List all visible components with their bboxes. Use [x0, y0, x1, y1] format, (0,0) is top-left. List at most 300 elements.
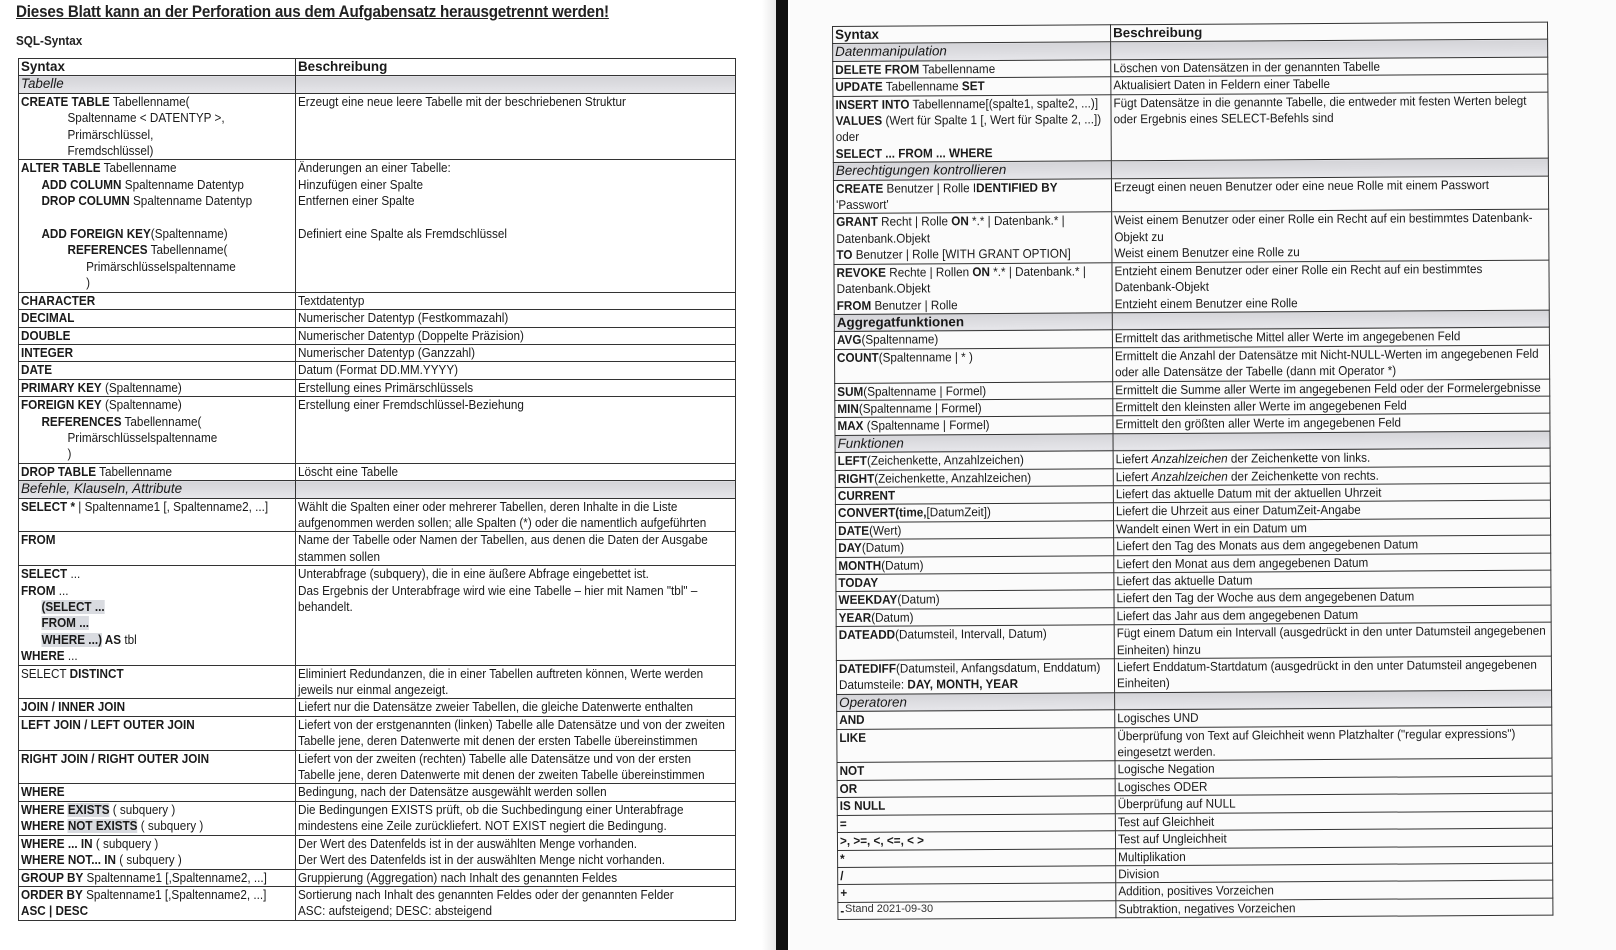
- text: Logisches ODER: [1117, 779, 1208, 795]
- cell-line: [298, 464, 731, 480]
- description-cell: [1115, 707, 1552, 727]
- table-row: [19, 532, 736, 566]
- keyword: MONTH: [838, 558, 882, 573]
- text: Datum (Format DD.MM.YYYY): [298, 363, 459, 378]
- text: Rechte | Rollen: [885, 264, 973, 280]
- keyword: -: [840, 903, 845, 918]
- description-cell-text: [1115, 414, 1545, 433]
- description-cell: [1114, 553, 1551, 573]
- keyword: FOREIGN KEY: [21, 398, 102, 413]
- keyword: AS: [101, 632, 122, 647]
- description-cell-text: [298, 666, 731, 699]
- cell-line: [21, 143, 274, 159]
- cell-line: [1114, 243, 1544, 262]
- keyword: CURRENT: [837, 488, 896, 503]
- description-cell-text: [298, 464, 731, 480]
- cell-line: [1117, 605, 1547, 624]
- cell-line: [835, 60, 1089, 78]
- cell-line: [21, 275, 274, 291]
- description-cell-text: [298, 532, 731, 565]
- cell-line: [298, 852, 731, 868]
- description-cell-text: [1117, 657, 1547, 692]
- keyword: REFERENCES: [67, 243, 148, 258]
- description-cell: [296, 801, 736, 835]
- text: Benutzer | Rolle I: [883, 180, 977, 196]
- syntax-cell: [19, 750, 296, 784]
- syntax-cell-text: [21, 397, 274, 463]
- cell-line: [839, 608, 1093, 626]
- text: Löschen von Datensätzen in der genannten Tabelle: [1113, 59, 1381, 76]
- syntax-cell: [19, 397, 296, 464]
- keyword: NOT: [839, 764, 865, 779]
- cell-line: [21, 632, 274, 648]
- cell-line: [21, 836, 274, 852]
- cell-line: [1115, 345, 1545, 380]
- keyword: WHERE: [21, 785, 65, 800]
- keyword: ADD FOREIGN KEY: [41, 227, 151, 242]
- cell-line: [836, 179, 1090, 197]
- keyword: WHERE: [21, 802, 68, 817]
- syntax-cell-text: [838, 469, 1092, 487]
- description-cell-text: [1117, 725, 1547, 760]
- cell-line: [1113, 75, 1543, 94]
- cell-line: [298, 160, 731, 176]
- syntax-cell-text: [839, 626, 1093, 660]
- description-cell: [1114, 656, 1551, 692]
- table-row: [836, 622, 1551, 660]
- keyword: REFERENCES: [41, 414, 122, 429]
- description-cell-text: [298, 870, 731, 886]
- cell-line: [298, 345, 731, 361]
- keyword: SUM: [837, 384, 864, 399]
- keyword: WHERE ... IN: [21, 836, 93, 851]
- syntax-cell-text: [840, 884, 1094, 902]
- syntax-cell-text: [838, 556, 1092, 574]
- syntax-cell: [835, 468, 1113, 487]
- keyword: LEFT JOIN / LEFT OUTER JOIN: [21, 717, 195, 732]
- syntax-cell: [836, 538, 1114, 557]
- keyword: GRANT: [836, 215, 878, 230]
- highlighted-keyword: NOT EXISTS: [67, 819, 138, 834]
- cell-line: [837, 331, 1091, 349]
- text: Gruppierung (Aggregation) nach Inhalt des genannten Feldes: [298, 870, 618, 885]
- keyword: LEFT: [837, 453, 867, 469]
- description-cell-text: [1113, 75, 1543, 94]
- syntax-cell-text: [838, 573, 1092, 591]
- text: Liefert nur die Datensätze zweier Tabellen, die gleiche Datenwerte enthalten: [298, 700, 693, 715]
- text: (Datumsteil, Anfangsdatum, Enddatum): [895, 660, 1101, 676]
- section-title: Befehle, Klauseln, Attribute: [19, 481, 296, 498]
- table-row: [834, 260, 1549, 315]
- cell-line: [21, 160, 274, 176]
- text: oder: [835, 130, 860, 145]
- syntax-cell: [838, 883, 1116, 902]
- description-cell: [296, 160, 736, 292]
- cell-line: [835, 78, 1089, 96]
- section-title: Tabelle: [19, 76, 296, 93]
- text: Datenbank.Objekt: [836, 231, 931, 246]
- syntax-cell: [835, 486, 1113, 505]
- table-row: [19, 886, 736, 920]
- column-header-description: Beschreibung: [296, 59, 736, 76]
- description-cell-text: [298, 160, 731, 242]
- syntax-cell-text: [836, 263, 1090, 314]
- description-cell: [1114, 518, 1551, 538]
- text: Der Wert des Datenfelds ist in der auswählten Menge vorhanden.: [298, 836, 637, 851]
- cell-line: [837, 365, 1091, 383]
- keyword: INTEGER: [21, 345, 74, 360]
- syntax-cell: [19, 160, 296, 292]
- text: (Datumsteil, Intervall, Datum): [895, 626, 1047, 642]
- description-cell: [1114, 535, 1551, 555]
- cell-line: [21, 242, 274, 258]
- description-cell: [1115, 828, 1552, 848]
- text: Primärschlüssel,: [67, 127, 154, 142]
- keyword: DAY: [838, 541, 862, 556]
- text: (Spaltenname | Formel): [863, 383, 987, 399]
- text: (Wert): [869, 523, 902, 538]
- cell-line: [1116, 518, 1546, 537]
- text: (Spaltenname): [861, 332, 939, 348]
- text: Numerischer Datentyp (Doppelte Präzision): [298, 328, 524, 343]
- text: (Spaltenname | Formel): [858, 401, 982, 416]
- text: ( subquery ): [116, 853, 182, 868]
- text: Test auf Ungleichheit: [1117, 831, 1227, 847]
- cell-line: [838, 521, 1092, 539]
- description-cell: [1113, 483, 1550, 503]
- syntax-cell-text: [837, 331, 1091, 349]
- syntax-cell: [837, 727, 1115, 763]
- keyword: DELETE FROM: [835, 62, 920, 77]
- text: ): [86, 276, 91, 291]
- text: Wandelt einen Wert in ein Datum um: [1116, 520, 1307, 537]
- text: Ermittelt das arithmetische Mittel aller Werte im angegebenen Feld: [1114, 329, 1461, 346]
- keyword: SELECT *: [21, 499, 76, 514]
- syntax-cell: [835, 503, 1113, 522]
- text: Änderungen an einer Tabelle:: [298, 161, 451, 176]
- description-cell-text: [1116, 553, 1546, 572]
- cell-line: [298, 802, 731, 835]
- description-cell-text: [1115, 397, 1545, 416]
- cell-line: [298, 903, 731, 919]
- description-cell-text: [1114, 260, 1544, 312]
- description-cell: [1115, 793, 1552, 813]
- text: Spaltenname Datentyp: [129, 194, 253, 209]
- syntax-cell-text: [840, 849, 1094, 867]
- table-row: [19, 379, 736, 396]
- text: Spaltenname Datentyp: [121, 177, 244, 192]
- description-cell-text: [1116, 484, 1546, 503]
- keyword: YEAR: [838, 610, 872, 625]
- text: ( subquery ): [109, 802, 176, 817]
- section-filler: [296, 481, 736, 498]
- description-cell-text: [1116, 588, 1546, 607]
- syntax-cell-text: [836, 179, 1090, 213]
- syntax-cell-text: [838, 659, 1101, 693]
- cell-line: [840, 832, 1094, 850]
- syntax-cell: [19, 327, 296, 344]
- highlighted-keyword: WHERE ...): [41, 632, 102, 647]
- keyword: AND: [839, 713, 865, 728]
- description-cell-text: [1118, 881, 1548, 900]
- syntax-cell: [835, 451, 1113, 470]
- text: Hinzufügen einer Spalte: [298, 177, 424, 192]
- table-row: [19, 463, 736, 480]
- text: Liefert von der erstgenannten (linken) Tabelle alle Datensätze und von der zweiten Tabelle jene, deren Datenwerte mit denen der ersten Tabelle übereinstimmen: [298, 717, 725, 749]
- table-row: [19, 835, 736, 869]
- description-cell: [1113, 379, 1550, 399]
- cell-line: [21, 210, 274, 226]
- section-header-row: [19, 76, 736, 93]
- text: ...: [64, 649, 78, 664]
- text: Test auf Gleichheit: [1117, 814, 1215, 829]
- keyword: DATEADD: [838, 627, 896, 643]
- description-cell-text: [298, 362, 731, 378]
- syntax-cell: [837, 779, 1115, 798]
- cell-line: [1114, 260, 1544, 295]
- table-row: [838, 898, 1553, 920]
- cell-line: [21, 94, 274, 110]
- syntax-cell: [836, 625, 1114, 661]
- syntax-cell: [837, 831, 1115, 850]
- text: ...: [55, 583, 69, 598]
- keyword: DROP COLUMN: [41, 194, 130, 209]
- cell-line: [1114, 210, 1544, 245]
- description-cell: [296, 327, 736, 344]
- text: Liefert von der zweiten (rechten) Tabelle alle Datensätze und von der ersten Tabelle jene, deren Datenwerte mit denen der zweiten Tabelle übereinstimmen: [298, 751, 705, 783]
- cell-line: [298, 836, 731, 852]
- syntax-cell-text: [21, 94, 274, 160]
- text: (Wert für Spalte 1 [, Wert für Spalte 2, ...]): [882, 112, 1102, 128]
- table-row: [833, 92, 1548, 163]
- cell-line: [838, 556, 1092, 574]
- description-cell-text: [298, 293, 731, 309]
- cell-line: [838, 539, 1092, 557]
- syntax-cell: [19, 93, 296, 160]
- syntax-cell: [19, 784, 296, 801]
- description-cell: [296, 379, 736, 396]
- keyword: SELECT: [21, 567, 68, 582]
- keyword: RIGHT: [837, 471, 875, 486]
- table-row: [19, 310, 736, 327]
- cell-line: [21, 802, 274, 818]
- description-cell-text: [1116, 449, 1546, 468]
- description-cell-text: [298, 751, 731, 784]
- table-row: [834, 210, 1549, 265]
- text: Liefert das aktuelle Datum mit der aktuellen Uhrzeit: [1115, 485, 1382, 502]
- description-cell-text: [1118, 794, 1548, 813]
- keyword: DATEDIFF: [838, 661, 897, 677]
- keyword: COUNT: [836, 350, 879, 365]
- cell-line: [298, 666, 731, 699]
- cell-line: [836, 128, 1090, 146]
- text: Erzeugt einen neuen Benutzer oder eine neue Rolle mit einem Passwort: [1113, 177, 1490, 194]
- text: Benutzer | Rolle: [871, 297, 958, 313]
- syntax-cell-text: [21, 751, 274, 767]
- cell-line: [1115, 379, 1545, 398]
- cell-line: [1115, 293, 1545, 312]
- description-cell: [296, 869, 736, 886]
- keyword: ORDER BY: [21, 887, 83, 902]
- cell-line: [298, 887, 731, 903]
- text: Datenbank.Objekt: [836, 281, 931, 297]
- description-cell: [296, 665, 736, 699]
- syntax-cell-text: [840, 832, 1094, 850]
- text: Spaltenname1 [,Spaltenname2, ...]: [83, 870, 267, 885]
- text: Erstellung einer Fremdschlüssel-Beziehung: [298, 398, 524, 413]
- cell-line: [1113, 57, 1543, 76]
- cell-line: [298, 177, 731, 193]
- text: Ermittelt die Summe aller Werte im angegebenen Feld oder der Formelergebnisse: [1115, 380, 1541, 397]
- cell-line: [836, 246, 1090, 264]
- emphasis: Anzahlzeichen: [1151, 451, 1228, 467]
- syntax-cell: [19, 869, 296, 886]
- description-cell: [1116, 846, 1553, 866]
- cell-line: [1117, 725, 1547, 760]
- cell-line: [21, 751, 274, 767]
- description-cell-text: [1118, 846, 1548, 865]
- syntax-cell: [19, 292, 296, 309]
- syntax-cell: [19, 379, 296, 396]
- description-cell: [1113, 413, 1550, 433]
- text: Ermittelt die Anzahl der Datensätze mit Nicht-NULL-Werten im angegebenen Feld oder alle Datensätze der Tabelle (dann mit Operator *): [1114, 346, 1539, 380]
- syntax-cell: [837, 796, 1115, 815]
- syntax-cell: [19, 310, 296, 327]
- cell-line: [298, 328, 731, 344]
- cell-line: [21, 397, 274, 413]
- description-cell: [1111, 176, 1548, 212]
- syntax-cell-text: [21, 532, 274, 548]
- cell-line: [21, 499, 274, 515]
- text: Überprüfung auf NULL: [1117, 796, 1236, 812]
- syntax-cell-text: [840, 814, 1094, 832]
- description-cell-text: [298, 499, 731, 532]
- text: Subtraktion, negatives Vorzeichen: [1118, 900, 1296, 916]
- syntax-cell-text: [21, 870, 274, 886]
- description-cell: [1116, 863, 1553, 883]
- highlighted-keyword: FROM ...: [41, 616, 89, 631]
- text: Textdatentyp: [298, 293, 365, 308]
- description-cell-text: [1117, 605, 1547, 624]
- keyword: VALUES: [835, 113, 883, 129]
- description-cell-text: [298, 94, 731, 110]
- cell-line: [298, 784, 731, 800]
- syntax-cell-text: [837, 382, 1091, 400]
- syntax-cell: [836, 555, 1114, 574]
- section-title: Berechtigungen kontrollieren: [833, 161, 1111, 180]
- text: Liefert den Tag des Monats aus dem angegebenen Datum: [1116, 537, 1419, 554]
- section-title: Operatoren: [837, 693, 1115, 712]
- syntax-cell: [19, 344, 296, 361]
- text: Liefert den Tag der Woche aus dem angegebenen Datum: [1116, 589, 1415, 606]
- table-row: [19, 869, 736, 886]
- syntax-cell: [834, 262, 1112, 314]
- text: Spaltenname < DATENTYP >,: [67, 111, 225, 126]
- text: (Zeichenkette, Anzahlzeichen): [874, 470, 1032, 486]
- syntax-cell-text: [21, 666, 274, 682]
- syntax-cell: [837, 710, 1115, 729]
- cell-line: [298, 210, 731, 226]
- cell-line: [21, 177, 274, 193]
- cell-line: [21, 362, 274, 378]
- cell-line: [298, 310, 731, 326]
- cell-line: [21, 380, 274, 396]
- text: Liefert: [1115, 452, 1152, 467]
- cell-line: [1115, 328, 1545, 347]
- cell-line: [21, 110, 274, 126]
- description-cell-text: [1116, 571, 1546, 590]
- syntax-cell-text: [835, 95, 1102, 162]
- cell-line: [21, 699, 274, 715]
- text: Numerischer Datentyp (Ganzzahl): [298, 345, 476, 360]
- description-cell: [296, 886, 736, 920]
- description-cell: [296, 716, 736, 750]
- syntax-cell-text: [835, 60, 1089, 78]
- table-row: [19, 801, 736, 835]
- syntax-cell-text: [838, 452, 1092, 470]
- cell-line: [21, 226, 274, 242]
- description-cell: [1115, 725, 1552, 761]
- text: Weist einem Benutzer oder einer Rolle ein Recht auf ein bestimmtes Datenbank-Objekt zu: [1114, 211, 1533, 245]
- description-cell-text: [1118, 777, 1548, 796]
- description-cell-text: [298, 699, 731, 715]
- text: Definiert eine Spalte als Fremdschlüssel: [298, 227, 507, 242]
- syntax-cell: [19, 886, 296, 920]
- cell-line: [837, 296, 1091, 314]
- keyword: ADD COLUMN: [41, 177, 122, 192]
- table-row: [19, 665, 736, 699]
- cell-line: [21, 259, 274, 275]
- cell-line: [838, 659, 1101, 677]
- keyword: WEEKDAY: [838, 593, 898, 608]
- table-row: [19, 292, 736, 309]
- keyword: MAX: [837, 419, 864, 434]
- cell-line: [21, 852, 274, 868]
- keyword: DISTINCT: [69, 666, 124, 681]
- description-cell: [1112, 345, 1549, 381]
- cell-line: [298, 583, 731, 616]
- text: Löscht eine Tabelle: [298, 464, 399, 479]
- syntax-cell-text: [838, 521, 1092, 539]
- keyword: FROM: [21, 533, 56, 548]
- cell-line: [1116, 588, 1546, 607]
- description-cell: [296, 532, 736, 566]
- keyword: MIN: [837, 401, 859, 416]
- text: ): [67, 447, 72, 462]
- keyword: GROUP BY: [21, 870, 84, 885]
- cell-line: [1116, 536, 1546, 555]
- keyword: WHERE: [21, 819, 68, 834]
- description-cell: [1112, 327, 1549, 347]
- cell-line: [1117, 708, 1547, 727]
- text: Entzieht einem Benutzer eine Rolle: [1114, 295, 1298, 311]
- keyword: DOUBLE: [21, 328, 71, 343]
- cell-line: [21, 615, 274, 631]
- text: der Zeichenkette von rechts.: [1227, 468, 1379, 484]
- text: Erstellung eines Primärschlüssels: [298, 380, 474, 395]
- description-cell: [296, 784, 736, 801]
- keyword: ALTER TABLE: [21, 161, 101, 176]
- text: Numerischer Datentyp (Festkommazahl): [298, 311, 509, 326]
- syntax-cell-text: [21, 160, 274, 291]
- syntax-cell: [19, 835, 296, 869]
- keyword: WHERE NOT... IN: [21, 853, 117, 868]
- text: 'Passwort': [836, 197, 889, 213]
- cell-line: [839, 744, 1093, 762]
- description-cell: [296, 750, 736, 784]
- keyword: CONVERT(time,: [837, 505, 927, 521]
- description-cell-text: [1115, 345, 1545, 380]
